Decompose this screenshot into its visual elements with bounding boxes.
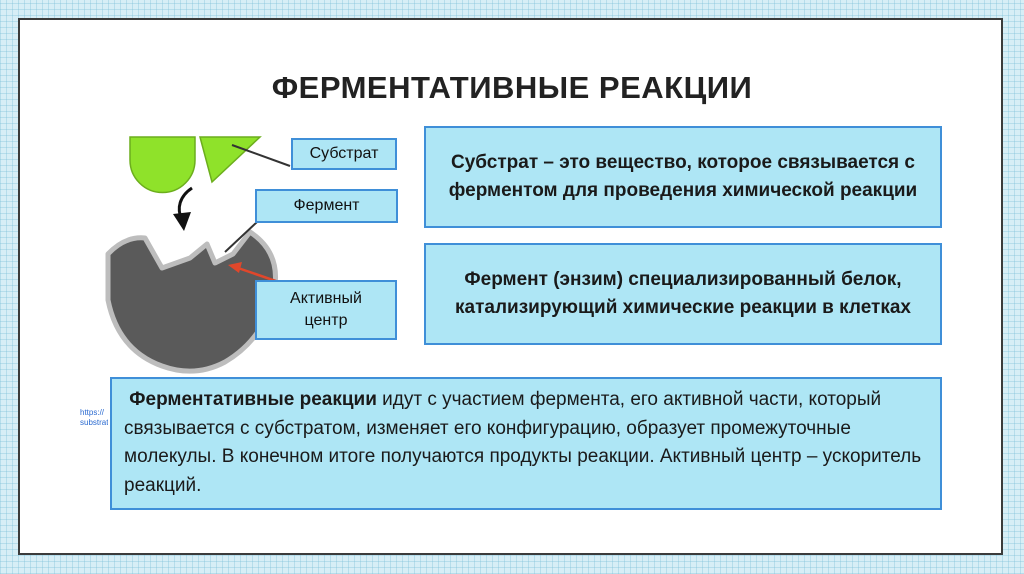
summary-body: идут с участием фермента, его активной части, который связывается с субстратом, изменяет его конфигурацию, образует промежуточные молекулы. В конечном итоге получаются продукты реакции. Активный центр – ускоритель реакций. (124, 389, 922, 496)
enzyme-shape (108, 232, 276, 371)
source-link-line2: substrat (80, 418, 108, 427)
substrate-definition-box: Субстрат – это вещество, которое связывается с ферментом для проведения химической реакции (424, 126, 942, 228)
enzyme-definition-box: Фермент (энзим) специализированный белок, катализирующий химические реакции в клетках (424, 243, 942, 345)
active-center-label (255, 280, 397, 340)
summary-lead: Ферментативные реакции (129, 389, 377, 410)
active-center-label-line2: центр (304, 312, 348, 329)
source-link-line1: https:// (80, 408, 105, 417)
binding-arrow (173, 188, 192, 231)
active-center-label-line1: Активный (290, 290, 362, 308)
source-link-fragment[interactable] (80, 408, 108, 428)
substrate-shape (130, 137, 260, 193)
substrate-label: Субстрат (291, 138, 397, 170)
page-title: ФЕРМЕНТАТИВНЫЕ РЕАКЦИИ (271, 70, 753, 105)
summary-box (110, 377, 942, 510)
enzyme-label: Фермент (255, 189, 398, 223)
